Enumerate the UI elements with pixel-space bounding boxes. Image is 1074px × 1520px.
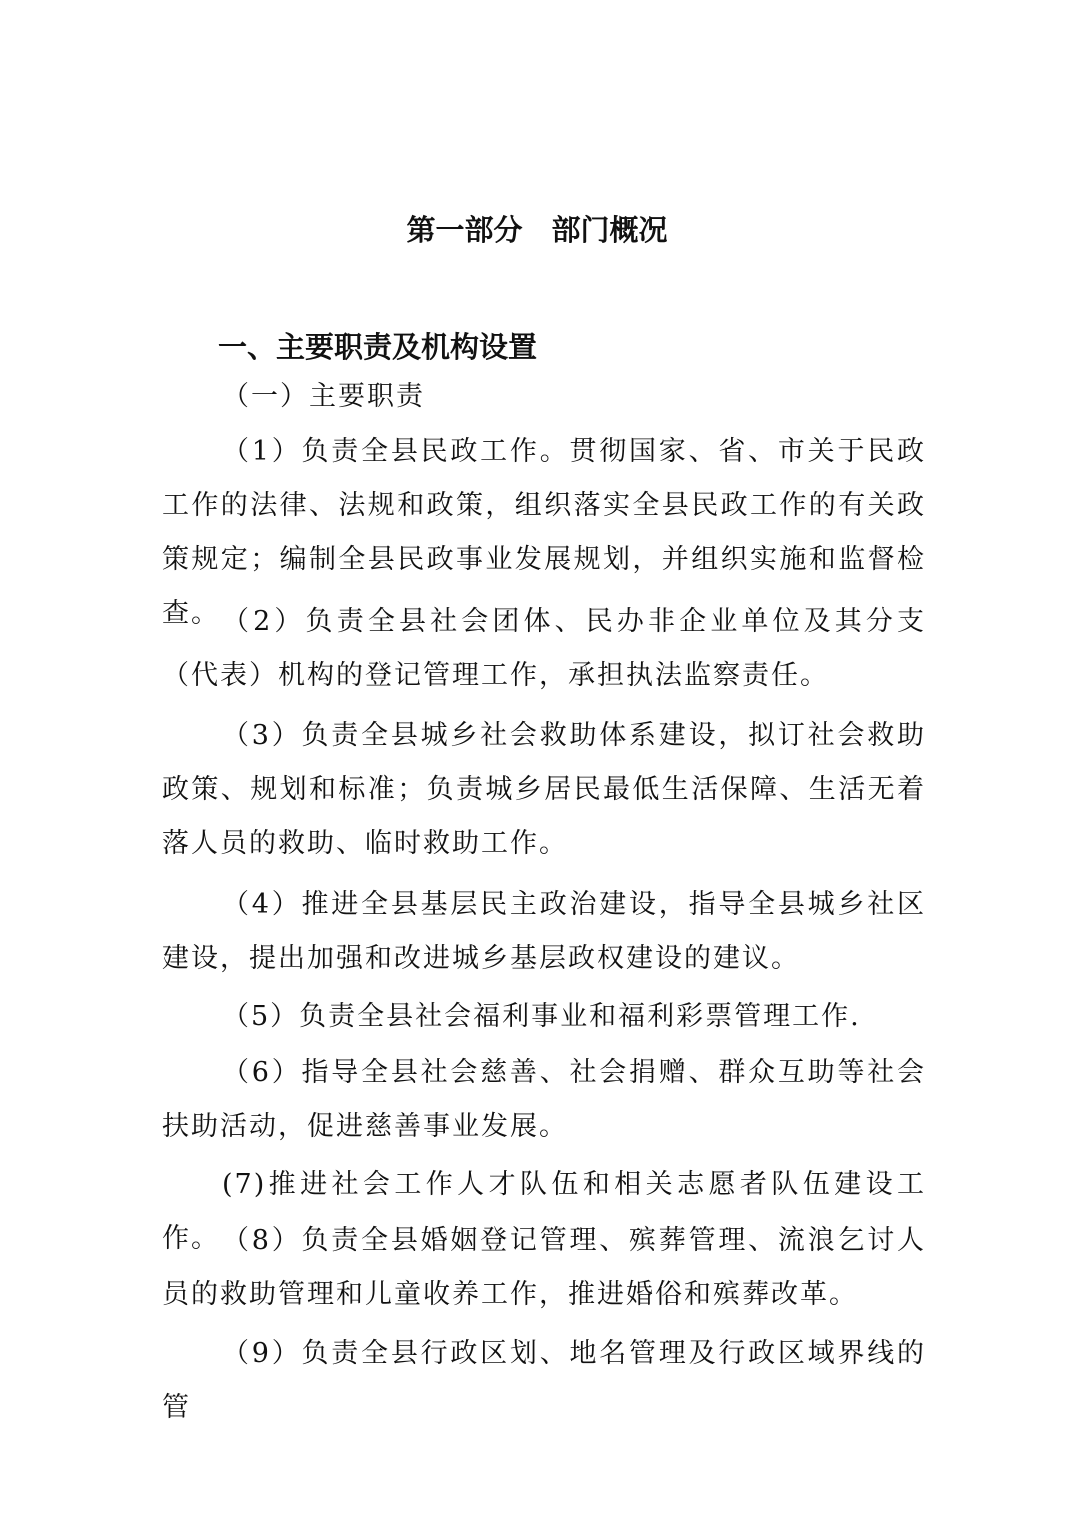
duty-paragraph-9: （9）负责全县行政区划、地名管理及行政区域界线的管 [162, 1338, 926, 1423]
duty-paragraph-1: （1）负责全县民政工作。贯彻国家、省、市关于民政工作的法律、法规和政策，组织落实全县民政工作的有关政策规定；编制全县民政事业发展规划，并组织实施和监督检查。 [162, 436, 926, 629]
duty-paragraph-5: （5）负责全县社会福利事业和福利彩票管理工作. [222, 1001, 861, 1032]
duty-paragraph-8: （8）负责全县婚姻登记管理、殡葬管理、流浪乞讨人员的救助管理和儿童收养工作，推进婚俗和殡葬改革。 [162, 1225, 926, 1310]
subsection-heading: （一）主要职责 [222, 381, 425, 412]
duty-paragraph-7: (7)推进社会工作人才队伍和相关志愿者队伍建设工作。 [162, 1169, 926, 1254]
duty-paragraph-4: （4）推进全县基层民主政治建设，指导全县城乡社区建设，提出加强和改进城乡基层政权建设的建议。 [162, 889, 926, 974]
duty-paragraph-3: （3）负责全县城乡社会救助体系建设，拟订社会救助政策、规划和标准；负责城乡居民最低生活保障、生活无着落人员的救助、临时救助工作。 [162, 720, 926, 859]
duty-paragraph-2: （2）负责全县社会团体、民办非企业单位及其分支（代表）机构的登记管理工作，承担执法监察责任。 [162, 606, 926, 691]
section-heading: 一、主要职责及机构设置 [218, 330, 538, 364]
duty-paragraph-6: （6）指导全县社会慈善、社会捐赠、群众互助等社会扶助活动，促进慈善事业发展。 [162, 1057, 926, 1142]
page-title: 第一部分 部门概况 [406, 213, 668, 247]
